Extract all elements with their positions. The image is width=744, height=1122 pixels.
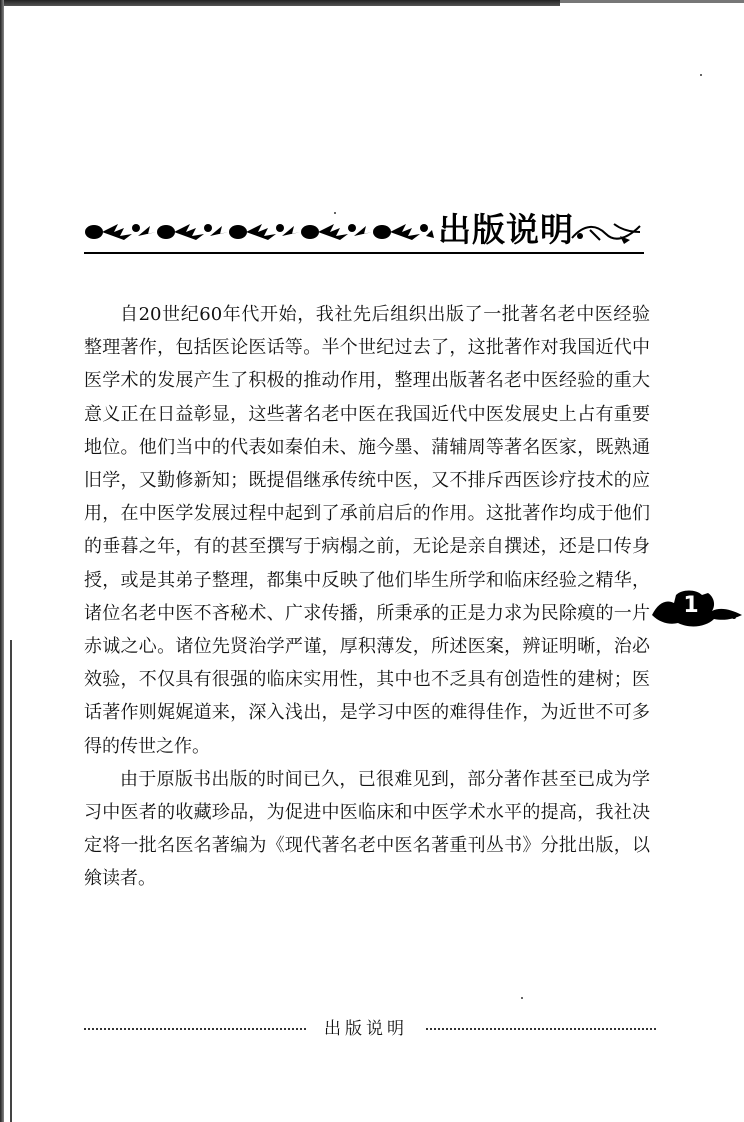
floral-ornament-tail [570, 220, 642, 244]
footer-dotted-rule-left [84, 1028, 306, 1030]
scan-speck [521, 997, 523, 999]
scan-edge-top-thin [560, 0, 744, 3]
floral-ornament-band [84, 218, 436, 244]
scan-edge-left [0, 0, 4, 1122]
scan-speck [334, 212, 336, 214]
paragraph: 自20世纪60年代开始，我社先后组织出版了一批著名老中医经验整理著作，包括医论医话等。半个世纪过去了，这批著作对我国近代中医学术的发展产生了积极的推动作用，整理出版著名老中医经验的重大意义正在日益彰显，这些著名老中医在我国近代中医发展史上占有重要地位。他们当中的代表如秦伯未、施今墨、蒲辅周等著名医家，既熟通旧学，又勤修新知；既提倡继承传统中医，又不排斥西医诊疗技术的应用，在中医学发展过程中起到了承前启后的作用。这批著作均成于他们的垂暮之年，有的甚至撰写于病榻之前，无论是亲自撰述，还是口传身授，或是其弟子整理，都集中反映了他们毕生所学和临床经验之精华，诸位名老中医不吝秘术、广求传播，所秉承的正是力求为民除瘼的一片赤诚之心。诸位先贤治学严谨，厚积薄发，所述医案，辨证明晰，治必效验，不仅具有很强的临床实用性，其中也不乏具有创造性的建树；医话著作则娓娓道来，深入浅出，是学习中医的难得佳作，为近世不可多得的传世之作。 [84, 304, 650, 757]
scan-edge-top [0, 0, 560, 6]
header-underline [84, 252, 644, 254]
scan-binding-line [10, 640, 12, 1122]
footer-label: 出版说明 [324, 1019, 408, 1039]
page-number: 1 [683, 593, 699, 618]
ornament-motif [157, 224, 228, 240]
body-text [84, 298, 650, 896]
ornament-motif [229, 224, 300, 240]
scan-speck [700, 74, 702, 76]
paragraph: 由于原版书出版的时间已久，已很难见到，部分著作甚至已成为学习中医者的收藏珍品，为促进中医临床和中医学术水平的提高，我社决定将一批名医名著编为《现代著名老中医名著重刊丛书》分批出版，以飨读者。 [84, 768, 650, 890]
ornament-motif [85, 224, 156, 240]
page-title: 出版说明 [438, 210, 574, 249]
section-header [84, 208, 644, 256]
page-footer [84, 1016, 658, 1042]
ornament-motif [373, 224, 434, 240]
ornament-motif [301, 224, 372, 240]
page-number-tab [650, 585, 744, 629]
footer-dotted-rule-right [426, 1028, 656, 1030]
